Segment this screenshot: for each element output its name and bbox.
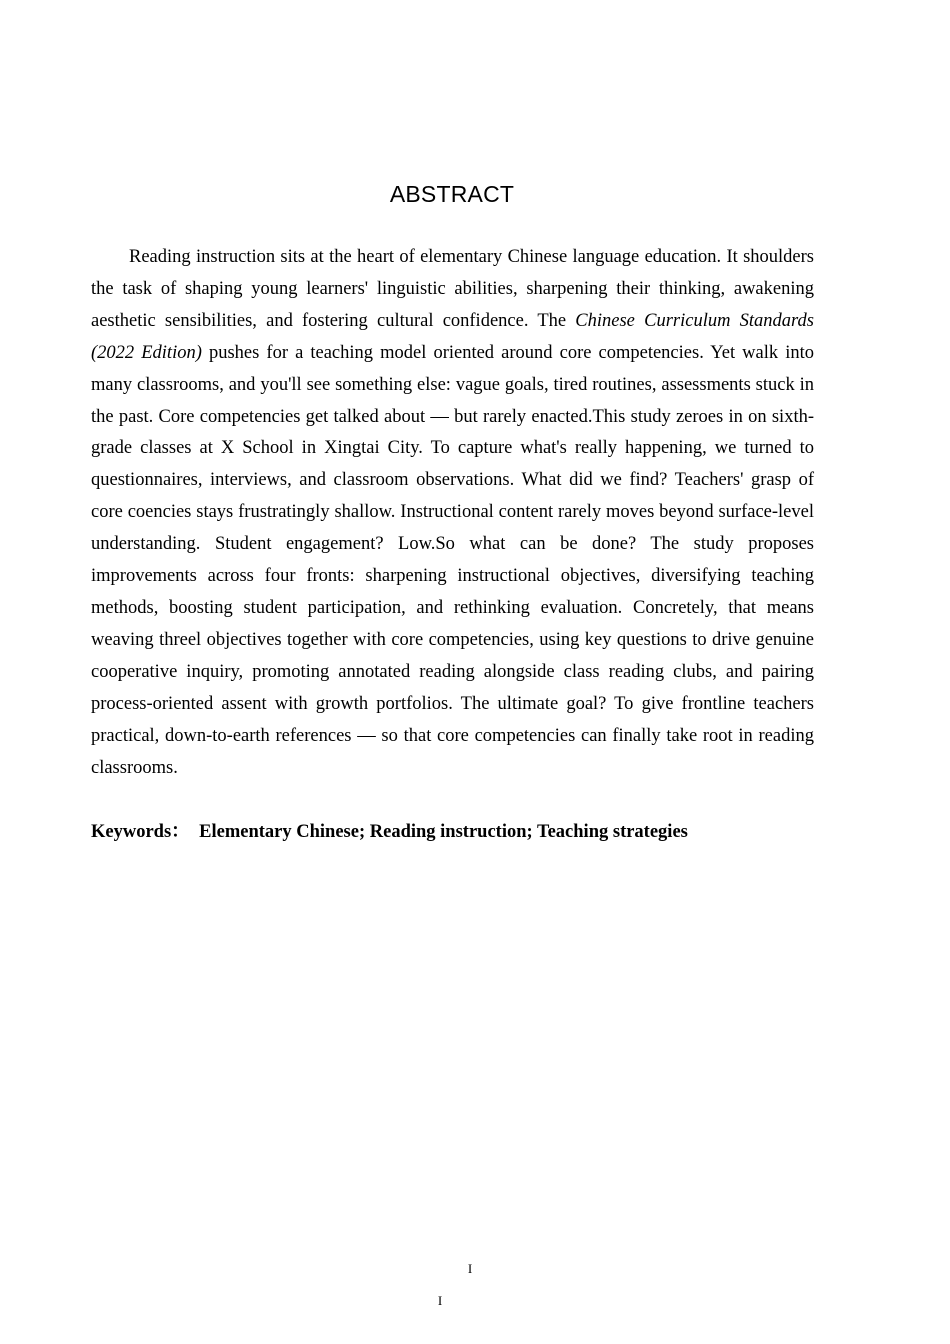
page-number: I xyxy=(467,1261,473,1276)
keywords-colon: ： xyxy=(171,822,190,842)
curriculum-standards-title: Chinese Curriculum Standards (2022 Edition) xyxy=(91,310,814,363)
keywords-line xyxy=(91,818,851,846)
keywords-value: Elementary Chinese; Reading instruction; Teaching strategies xyxy=(199,822,688,842)
keywords-label: Keywords xyxy=(91,822,172,842)
abstract-text-part-1: Reading instruction sits at the heart of elementary Chinese language education. It shoulders the task of shaping young learners' linguistic abilities, sharpening their thinking, awakening aesthetic sensibilities, and fostering cultural confidence. The xyxy=(91,247,814,331)
footer-page-number: I xyxy=(437,1293,443,1308)
abstract-paragraph xyxy=(91,242,814,784)
abstract-text-part-2: pushes for a teaching model oriented around core competencies. Yet walk into many classrooms, and you'll see something else: vague goals, tired routines, assessments stuck in the past. Core competencies get talked about — but rarely enacted.This study zeroes in on sixth-grade classes at X School in Xingtai City. To capture what's really happening, we turned to questionnaires, interviews, and classroom observations. What did we find? Teachers' grasp of core coencies stays frustratingly shallow. Instructional content rarely moves beyond surface-level understanding. Student engagement? Low.So what can be done? The study proposes improvements across four fronts: sharpening instructional objectives, diversifying teaching methods, boosting student participation, and rethinking evaluation. Concretely, that means weaving threel objectives together with core competencies, using key questions to drive genuine cooperative inquiry, promoting annotated reading alongside class reading clubs, and pairing process-oriented assent with growth portfolios. The ultimate goal? To give frontline teachers practical, down-to-earth references — so that core competencies can finally take root in reading classrooms. xyxy=(91,342,814,778)
abstract-title: ABSTRACT xyxy=(389,181,515,207)
